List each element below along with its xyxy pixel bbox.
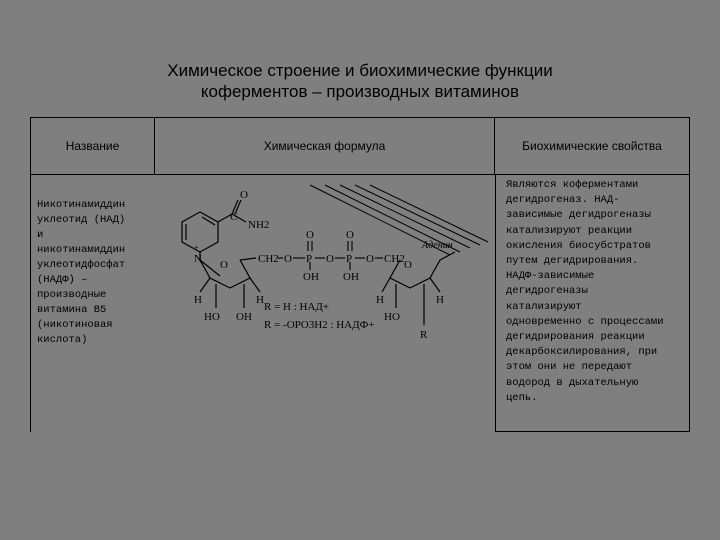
atom-p-2: P xyxy=(346,253,353,265)
atom-h-4: H xyxy=(436,294,444,306)
atom-h-2: H xyxy=(256,294,264,306)
name-line: уклеотидфосфат xyxy=(37,259,126,271)
name-line: (НАДФ) – xyxy=(37,274,88,286)
group-ho-right: HO xyxy=(384,311,400,323)
atom-o-carbonyl: O xyxy=(240,189,248,201)
group-oh-left: OH xyxy=(236,311,252,323)
property-line: этом они не передают xyxy=(506,361,633,374)
property-line: НАДФ-зависимые xyxy=(506,270,595,283)
header-formula: Химическая формула xyxy=(155,117,495,175)
atom-o-ring-right: O xyxy=(404,259,412,271)
property-line: катализируют реакции xyxy=(506,224,633,237)
property-line: дегидрогеназы xyxy=(506,285,588,298)
atom-h-3: H xyxy=(376,294,384,306)
atom-o-3: O xyxy=(366,253,374,265)
name-line: Никотинамиддин xyxy=(37,199,126,211)
group-ho-left: HO xyxy=(204,311,220,323)
property-line: одновременно с процессами xyxy=(506,315,664,328)
header-name: Название xyxy=(30,117,155,175)
property-line: Являются коферментами xyxy=(506,179,639,191)
legend-r-nad: R = H : НАД+ xyxy=(264,301,330,313)
atom-o-p2-top: O xyxy=(346,229,354,241)
atom-c-amide: C xyxy=(230,211,238,223)
property-line: дегидрогеназ. НАД- xyxy=(506,194,620,207)
charge-plus: + xyxy=(194,243,199,252)
property-line: катализируют xyxy=(506,300,582,313)
legend-r-nadp: R = -OPO3H2 : НАДФ+ xyxy=(264,319,375,331)
nad-structural-formula xyxy=(160,180,490,350)
title-line-1: Химическое строение и биохимические функции xyxy=(167,61,553,80)
property-line: водород в дыхательную xyxy=(506,376,639,389)
slide-title xyxy=(0,60,720,102)
name-line: никотинамиддин xyxy=(37,244,126,256)
name-line: и xyxy=(37,229,44,241)
title-line-2: коферментов – производных витаминов xyxy=(200,82,520,101)
hatching xyxy=(310,185,488,255)
atom-h-1: H xyxy=(194,294,202,306)
property-line: декарбоксилирования, при xyxy=(506,346,658,359)
group-oh-p2: OH xyxy=(343,271,359,283)
property-line: зависимые дегидрогеназы xyxy=(506,209,651,222)
atom-o-1: O xyxy=(284,253,292,265)
name-line: производные xyxy=(37,289,107,301)
name-line: кислота) xyxy=(37,334,88,346)
name-line: (никотиновая xyxy=(37,319,113,331)
atom-o-p1-top: O xyxy=(306,229,314,241)
header-properties: Биохимические свойства xyxy=(495,117,690,175)
group-r: R xyxy=(420,329,428,341)
name-line: витамина В5 xyxy=(37,304,107,316)
name-line: уклеотид (НАД) xyxy=(37,214,126,226)
group-oh-p1: OH xyxy=(303,271,319,283)
ribose-left xyxy=(200,258,260,308)
group-ch2-right: CH2 xyxy=(384,253,405,265)
property-line: дегидрирования реакции xyxy=(506,331,645,344)
atom-o-ring-left: O xyxy=(220,259,228,271)
group-ch2-left: CH2 xyxy=(258,253,279,265)
property-line: цепь. xyxy=(506,391,538,404)
property-line: путем дегидрирования. xyxy=(506,255,639,268)
atom-nh2: NH2 xyxy=(248,219,270,231)
atom-o-2: O xyxy=(326,253,334,265)
name-cell xyxy=(30,175,155,432)
label-adenine: Аденин xyxy=(422,240,453,251)
atom-p-1: P xyxy=(306,253,313,265)
property-line: окисления биосубстратов xyxy=(506,239,651,252)
properties-cell xyxy=(495,175,690,432)
atom-n-pyridinium: N xyxy=(194,253,202,265)
